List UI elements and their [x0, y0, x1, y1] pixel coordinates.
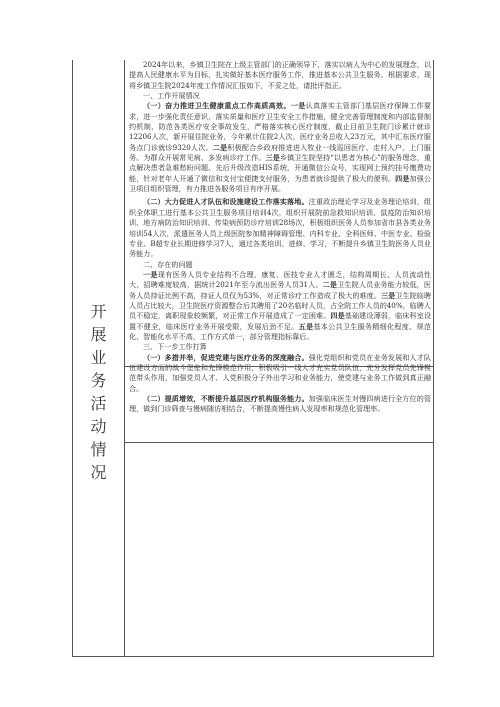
label-char: 活 [90, 394, 107, 413]
subsection-3-1: （一）多措并举，促进党建与医疗业务的深度融合。强化党组织和党员在业务发展和人才队伍建设方面的战斗堡垒和先锋模范作用，积极吸引一线人才充实党员队伍，充分发挥党员先锋模范带头作用，加强党员人才、人党积极分子外出学习和业务能力，使党建与业务工作做到真正融合。 [129, 352, 432, 393]
label-char: 开 [90, 302, 107, 321]
form-table [72, 60, 434, 657]
intro-paragraph: 2024年以来，乡镇卫生院在上级主管部门的正确领导下，落实以病人为中心的发展理念，以提高人民健康水平为目标，扎实做好基本医疗服务工作，推进基本公共卫生服务。根据要求，现将乡镇卫生院2024年度工作情况汇报如下，不妥之处，请批评指正。 [129, 60, 431, 90]
subsection-title: （一）多措并举，促进党建与医疗业务的深度融合。 [143, 352, 309, 362]
section-heading-1: 一、工作开展情况 [143, 91, 200, 101]
subsection-title: （二）提质增效，不断提升基层医疗机构服务能力。 [143, 394, 309, 403]
cell-divider [125, 442, 433, 443]
row-label-cell [73, 60, 125, 656]
label-char: 展 [90, 325, 107, 344]
label-char: 况 [90, 463, 107, 482]
subsection-1-1: （一）奋力推进卫生健康重点工作高质高效。一是认真落实主管部门基层医疗保障工作要求，进一步强化责任意识，落实质量和医疗卫生安全工作措施，健全完善管理制度和内部监督制约机制，防范各类医疗安全事故发生，严格落实核心医疗制度，截止目前卫生院门诊累计就诊12206人次，新开展住院业务，今年累计住院2人次，医疗业务总收入23万元，其中汇东医疗服务点门诊就诊9320人次。二是积极配合乡政府推进进入牧业一线巡回医疗、走村入户，上门服务。为群众开展常见病、多发病诊疗工作。三是乡镇卫生院坚持“以患者为核心”的服务理念，重点解决患者急难愁盼问题。先后升级改造HIS系统，开通微信公众号，实现网上预约挂号缴费功能，针对老年人开通了微信和支付宝便捷支付服务，为患者就诊提供了极大的便利。四是加强公卫项目组织管理，有力推进各服务项目有序开展。 [129, 101, 432, 194]
label-char: 务 [90, 371, 107, 390]
subsection-3-2: （二）提质增效，不断提升基层医疗机构服务能力。加强临床医生对慢四病进行全方位的管理，做到门诊筛查与慢病随访相结合，不断提高慢性病人发现率和规范化管理率。 [129, 394, 432, 414]
subsection-1-2: （二）大力促进人才队伍和设施建设工作落实落地。注重政治理论学习及业务理论培训，组织全体职工进行基本公共卫生服务项目培训4次，组织开展院前急救知识培训、鼠疫防治知识培训、地方病防治知识培训、传染病预防诊疗培训28场次，积极组织医务人员参加省市县各类业务培训54人次，派遣医务人员上级医院参加精神障碍管理、内科专业、全科医师、中医专业、检验专业、B超专业长期进修学习7人，通过各类培训、进修、学习，不断提升乡镇卫生院医务人员业务能力。 [129, 197, 432, 259]
label-char: 情 [90, 440, 107, 459]
subsection-title: （一）奋力推进卫生健康重点工作高质高效。 [143, 101, 291, 111]
section-heading-2: 二、存在的问题 [143, 259, 193, 269]
report-content [129, 60, 431, 415]
problems-paragraph: 一是现有医务人员专业结构不合理，康复、医技专业人才匮乏，结构周期长、人员流动性大、招聘难度较高，据统计2021年至今流出医务人员31人。二是卫生院人员业务能力较低，医务人员持证比例不高，持证人员仅为53%，对正常诊疗工作造成了极大的难度。三是卫生院临聘人员占比较大，卫生院医疗资源整合后共聘用了20名临时人员，占全院工作人员的40%，临聘人员不稳定，离职现象较频繁，对正常工作开展造成了一定困难。四是基础建设薄弱，临床科室设置不健全，临床医疗业务开展受限，发展后劲不足。五是基本公共卫生服务精细化程度、规范化、智能化水平不高，工作方式单一，部分管理指标靠后。 [129, 269, 432, 341]
label-char: 业 [90, 348, 107, 367]
cell-divider [125, 366, 433, 367]
subsection-title: （二）大力促进人才队伍和设施建设工作落实落地。 [143, 197, 309, 207]
label-char: 动 [90, 417, 107, 436]
row-label [73, 300, 124, 484]
section-heading-3: 三、下一步工作打算 [143, 342, 207, 352]
